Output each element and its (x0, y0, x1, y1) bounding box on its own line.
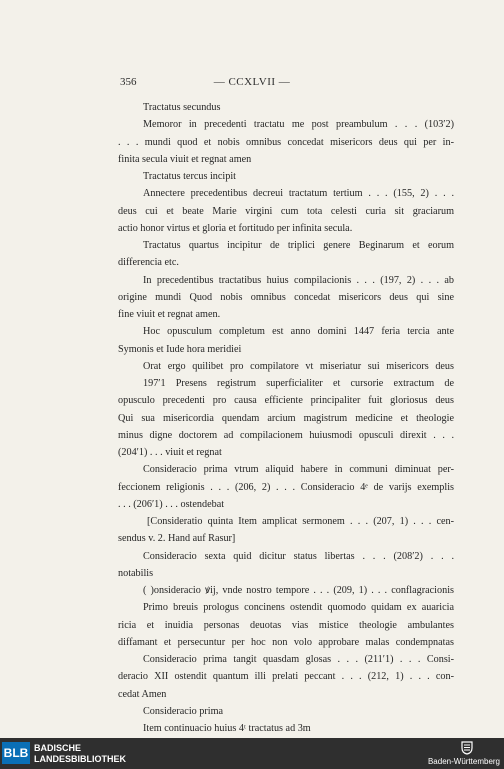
text-line: Tractatus secundus (143, 102, 221, 113)
blb-logo[interactable]: BLB (2, 742, 30, 764)
running-header: — CCXLVII — (213, 76, 291, 88)
text-line: opusculo precedenti pro causa efficiente principaliter fuit gloriosus deus (118, 395, 454, 407)
text-line: deracio XII ostendit quantum illi prelati peccant . . . (212, 1) . . . con- (118, 671, 454, 683)
text-line: Consideracio sexta quid dicitur status libertas . . . (208′2) . . . (143, 550, 454, 562)
text-line: sendus v. 2. Hand auf Rasur] (118, 533, 236, 545)
text-line: Consideracio prima vtrum aliquid habere in communi diminuat per- (143, 464, 454, 476)
text-line: ( )onsideracio ꝟij, vnde nostro tempore . . . (209, 1) . . . conflagracionis (143, 585, 454, 596)
page-number: 356 (120, 76, 137, 88)
text-line: Tractatus tercus incipit (143, 171, 236, 182)
text-line: fine viuit et regnat amen. (118, 309, 221, 320)
text-line: Symonis et Iude hora meridiei (118, 343, 242, 355)
region-label: Baden-Württemberg (427, 757, 500, 766)
library-name-line1: BADISCHE (34, 743, 82, 753)
text-line: Hoc opusculum completum est anno domini 1447 feria tercia ante (143, 326, 454, 338)
text-line: Primo breuis prologus concinens ostendit quomodo quidam ex auaricia (143, 602, 454, 614)
text-line: actio honor virtus et gloria et fortitudo per infinita secula. (118, 222, 353, 234)
text-line: finita secula viuit et regnat amen (118, 153, 252, 165)
text-line: (204′1) . . . viuit et regnat (118, 447, 222, 458)
text-line: deus cui et beate Marie virgini cum tota celesti curia sit graciarum (118, 205, 454, 217)
text-line: In precedentibus tractatibus huius compilacionis . . . (197, 2) . . . ab (143, 274, 454, 286)
text-line: Consideracio prima (143, 705, 224, 717)
text-line: . . . mundi quod et nobis omnibus concedat misericors deus qui per in- (118, 136, 454, 148)
text-line: feccionem religionis . . . (206, 2) . . . Consideracio 4ᵉ de varijs exemplis (118, 481, 454, 493)
text-line: Orat ergo quilibet pro compilatore vt miseriatur sui misericors deus (143, 360, 454, 372)
text-line: origine mundi Quod nobis omnibus concedat misericors deus qui sine (118, 291, 454, 303)
text-line: Qui sua misericordia quendam arcium magistrum medicine et theologie (118, 412, 454, 424)
text-line: minus digne doctorem ad compilacionem huiusmodi opusculi direxit . . . (118, 429, 454, 441)
text-line: Annectere precedentibus decreui tractatum tertium . . . (155, 2) . . . (143, 188, 454, 200)
text-line: [Consideratio quinta Item amplicat sermonem . . . (207, 1) . . . cen- (147, 516, 454, 527)
text-line: 197′1 Presens registrum superficialiter et cursorie extractum de (143, 378, 454, 389)
text-line: differencia etc. (118, 257, 179, 269)
text-line: Item continuacio huius 4ᵗ tractatus ad 3m (143, 723, 311, 734)
text-line: ricia et inuidia personas deuotas vias mistice theologie ambulantes (118, 619, 454, 631)
text-line: diffamant et persecuntur per hoc non volo approbare malas condempnatas (118, 636, 454, 648)
text-line: Tractatus quartus incipitur de triplici genere Beginarum et eorum (143, 240, 454, 251)
library-name-line2: LANDESBIBLIOTHEK (34, 754, 126, 764)
text-line: . . . (206′1) . . . ostendebat (118, 498, 225, 510)
page-text (118, 99, 454, 755)
coat-of-arms-icon (460, 741, 474, 755)
text-line: cedat Amen (118, 688, 167, 700)
text-line: notabilis (118, 567, 154, 579)
text-line: Consideracio prima tangit quasdam glosas . . . (211′1) . . . Consi- (143, 654, 454, 665)
text-line: Memoror in precedenti tractatu me post preambulum . . . (103′2) (143, 119, 454, 131)
